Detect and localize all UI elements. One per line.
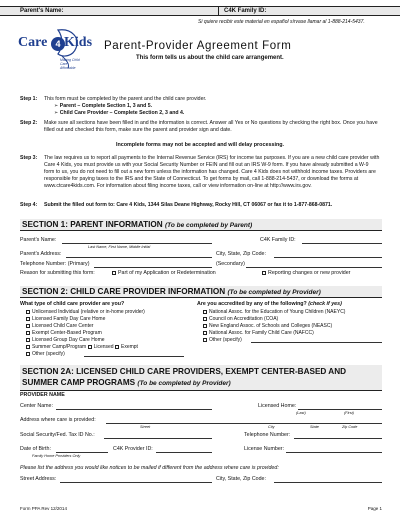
care-address-street-hint: Street — [140, 425, 151, 429]
phone-primary-label: Telephone Number: (Primary) — [20, 261, 90, 267]
provider-type-text: Exempt Center-Based Program — [32, 330, 102, 336]
step-1-bullet-2-text: Child Care Provider – Complete Section 2, 3 and 4. — [59, 110, 185, 116]
s2a-telephone-field[interactable] — [294, 438, 382, 439]
section-2-heading — [20, 286, 382, 298]
provider-type-option[interactable] — [26, 316, 145, 323]
step-4-text: Submit the filled out form to: Care 4 Kids, 1344 Silas Deane Highway, Rocky Hill, CT 06067 or fax it to 1-877-868-0871. — [44, 202, 333, 208]
section-2-note: (To be completed by Provider) — [227, 289, 321, 296]
s1-c4k-family-id-label: C4K Family ID: — [260, 237, 296, 243]
accreditation-checkbox[interactable] — [203, 324, 207, 328]
license-number-field[interactable] — [286, 452, 382, 453]
step-1-bullet-1: ➢ Parent – Complete Section 1, 3 and 5. — [54, 103, 153, 109]
parents-name-label: Parent's Name: — [20, 237, 57, 243]
s1-city-state-zip-field[interactable] — [274, 257, 382, 258]
center-name-field[interactable] — [56, 409, 212, 410]
parents-name-field[interactable] — [62, 243, 212, 244]
accreditation-option[interactable] — [203, 309, 345, 316]
s1-city-state-zip-label: City, State, Zip Code: — [216, 251, 266, 257]
step-3-label: Step 3: — [20, 155, 38, 161]
provider-type-checkbox[interactable] — [26, 345, 30, 349]
step-4-label: Step 4: — [20, 202, 38, 208]
provider-type-checkbox[interactable] — [26, 352, 30, 356]
page-subtitle: This form tells us about the child care arrangement. — [136, 55, 284, 61]
accreditation-option[interactable] — [203, 323, 345, 330]
step-4 — [20, 202, 380, 209]
care-address-city-hint: City — [268, 425, 275, 429]
provider-type-option[interactable] — [26, 337, 145, 344]
licensed-home-last-hint: (Last) — [296, 411, 306, 415]
logo-care-text: Care — [18, 35, 48, 50]
ssn-label: Social Security/Fed. Tax ID No.: — [20, 432, 95, 438]
care4kids-logo — [18, 26, 93, 70]
provider-type-text: Summer Camp/Program — [32, 344, 87, 350]
summer-licensed-checkbox[interactable] — [88, 345, 92, 349]
section-2a-title-line-1: SECTION 2A: LICENSED CHILD CARE PROVIDERS, EXEMPT CENTER-BASED AND — [22, 367, 347, 376]
license-number-label: License Number: — [244, 446, 285, 452]
reason-application-text: Part of my Application or Redetermination — [118, 270, 216, 276]
provider-type-text: Unlicensed Individual (relative or in-home provider) — [32, 309, 145, 315]
summer-exempt-text: Exempt — [120, 344, 138, 350]
step-3 — [20, 155, 380, 190]
svg-text:4: 4 — [55, 39, 61, 49]
reason-application-checkbox[interactable] — [112, 271, 116, 275]
phone-primary-field[interactable] — [94, 267, 212, 268]
provider-type-text: Licensed Family Day Care Home — [32, 316, 106, 322]
accreditation-question — [197, 301, 342, 308]
provider-type-checkbox[interactable] — [26, 317, 30, 321]
section-2a-title-line-2: SUMMER CAMP PROGRAMS — [22, 378, 136, 387]
dob-hint: Family Home Providers Only — [32, 454, 81, 458]
accreditation-checkbox[interactable] — [203, 338, 207, 342]
provider-type-checkbox[interactable] — [26, 310, 30, 314]
accreditation-question-note: (check if yes) — [308, 301, 342, 307]
provider-name-label: PROVIDER NAME — [20, 392, 65, 398]
s2a-telephone-label: Telephone Number: — [244, 432, 291, 438]
phone-secondary-label: (Secondary) — [216, 261, 245, 267]
section-1-note: (To be completed by Parent) — [164, 222, 253, 229]
care-address-state-hint: State — [310, 425, 319, 429]
footer-form-id: Form PPA Rev 12/2014 — [20, 506, 67, 511]
provider-type-checkbox[interactable] — [26, 338, 30, 342]
step-2-text: Make sure all sections have been filled in and the information is correct. Answer all Yes or No questions by checking the right box. Once you have filled out and checked this form, make sure the parent and provider sign and date. — [44, 120, 378, 133]
care-address-zip-hint: Zip Code — [342, 425, 358, 429]
provider-type-text: Other (specify) — [32, 351, 65, 357]
licensed-home-label: Licensed Home: — [258, 403, 297, 409]
summer-exempt-checkbox[interactable] — [115, 345, 119, 349]
footer-page-number: Page 1 — [367, 506, 382, 511]
provider-type-list — [26, 309, 145, 358]
licensed-home-first-hint: (First) — [344, 411, 354, 415]
center-name-label: Center Name: — [20, 403, 53, 409]
accreditation-option[interactable] — [203, 330, 345, 337]
care-address-label: Address where care is provided: — [20, 417, 96, 423]
provider-type-text: Licensed Group Day Care Home — [32, 337, 105, 343]
licensed-home-field[interactable] — [298, 409, 382, 410]
step-2 — [20, 120, 380, 134]
accreditation-checkbox[interactable] — [203, 310, 207, 314]
accreditation-checkbox[interactable] — [203, 331, 207, 335]
step-2-label: Step 2: — [20, 120, 38, 126]
logo-kids-text: Kids — [64, 35, 93, 50]
step-3-text: The law requires us to report all payments to the Internal Revenue Service (IRS) for income tax purposes. If you are a new child care provider with Care 4 Kids, you must provide us with your Social Security Number or FEIN and fill out an IRS W-9 form. If you have already submitted a W-9 form to us, you do not need to fill out a new form unless the information has changed. Care 4 Kids does not withhold income taxes. Providers are responsible for paying taxes to the IRS and the State of Connecticut. To get forms by mail, call 1-888-214-5437, or download the forms at www.ctcare4kids.com. For information about filing income taxes, call or view information on-line at http://www.irs.gov. — [44, 155, 380, 189]
accreditation-text: New England Assoc. of Schools and Colleges (NEASC) — [209, 323, 333, 329]
dob-field[interactable] — [56, 452, 108, 453]
care-address-field[interactable] — [106, 423, 382, 424]
ssn-field[interactable] — [104, 438, 212, 439]
accreditation-checkbox[interactable] — [203, 317, 207, 321]
c4k-provider-id-field[interactable] — [156, 452, 212, 453]
section-2a-heading — [20, 365, 382, 391]
provider-type-other-field[interactable] — [84, 356, 184, 357]
section-2-title: SECTION 2: CHILD CARE PROVIDER INFORMATION — [22, 287, 226, 296]
section-1-title: SECTION 1: PARENT INFORMATION — [22, 220, 163, 229]
parents-address-field[interactable] — [66, 257, 212, 258]
c4k-provider-id-label: C4K Provider ID: — [113, 446, 153, 452]
phone-secondary-field[interactable] — [246, 267, 382, 268]
provider-type-checkbox[interactable] — [26, 324, 30, 328]
reason-option-application[interactable] — [112, 270, 216, 277]
provider-type-option[interactable] — [26, 309, 145, 316]
step-1-text: This form must be completed by the parent and the child care provider. — [44, 96, 207, 102]
spanish-note: Si quiere recibir este material en español sírvase llamar al 1-888-214-5437. — [198, 19, 365, 25]
provider-type-question: What type of child care provider are you? — [20, 301, 125, 307]
provider-type-option[interactable] — [26, 344, 145, 351]
step-1 — [20, 96, 380, 103]
header-c4k-family-id-label: C4K Family ID: — [224, 8, 267, 14]
section-2a-note: (To be completed by Provider) — [137, 380, 231, 387]
reason-changes-checkbox[interactable] — [262, 271, 266, 275]
provider-type-option[interactable] — [26, 330, 145, 337]
s2a-city-state-zip-label: City, State, Zip Code: — [216, 476, 266, 482]
header-parent-name-label: Parent's Name: — [20, 8, 64, 14]
section-2a-title-line-2-wrap — [22, 377, 380, 389]
accreditation-list — [203, 309, 345, 344]
provider-type-checkbox[interactable] — [26, 331, 30, 335]
s1-c4k-family-id-field[interactable] — [302, 243, 382, 244]
accreditation-question-text: Are you accredited by any of the following? — [197, 301, 307, 307]
reason-option-changes[interactable] — [262, 270, 350, 277]
dob-label: Date of Birth: — [20, 446, 51, 452]
provider-type-text: Licensed Child Care Center — [32, 323, 94, 329]
header-divider — [218, 6, 219, 16]
reason-label: Reason for submitting this form: — [20, 270, 95, 276]
s2a-city-state-zip-field[interactable] — [274, 482, 382, 483]
provider-type-option[interactable] — [26, 323, 145, 330]
step-1-bullet-2: ➢ Child Care Provider – Complete Section 2, 3 and 4. — [54, 110, 185, 116]
accreditation-option[interactable] — [203, 316, 345, 323]
step-1-label: Step 1: — [20, 96, 38, 102]
accreditation-text: National Assoc. for the Education of Young Children (NAEYC) — [209, 309, 346, 315]
logo-tagline: Making Child Care Affordable — [60, 58, 80, 70]
street-address-field[interactable] — [60, 482, 212, 483]
page-title: Parent-Provider Agreement Form — [104, 40, 292, 52]
accreditation-text: Other (specify) — [209, 337, 242, 343]
parents-address-label: Parent's Address: — [20, 251, 62, 257]
notice-address-instruction: Please list the address you would like notices to be mailed if different from the address where care is provided: — [20, 465, 279, 471]
summer-licensed-text: Licensed — [93, 344, 114, 350]
reason-changes-text: Reporting changes or new provider — [268, 270, 351, 276]
incomplete-warning: Incomplete forms may not be accepted and will delay processing. — [115, 142, 285, 148]
section-1-heading — [20, 219, 382, 231]
parents-name-hint: Last Name, First Name, Middle Initial — [88, 245, 151, 249]
accreditation-text: Council on Accreditation (COA) — [209, 316, 279, 322]
step-1-bullet-1-text: Parent – Complete Section 1, 3 and 5. — [59, 103, 153, 109]
accreditation-other-field[interactable] — [251, 342, 382, 343]
street-address-label: Street Address: — [20, 476, 57, 482]
accreditation-text: National Assoc. for Family Child Care (NAFCC) — [209, 330, 314, 336]
